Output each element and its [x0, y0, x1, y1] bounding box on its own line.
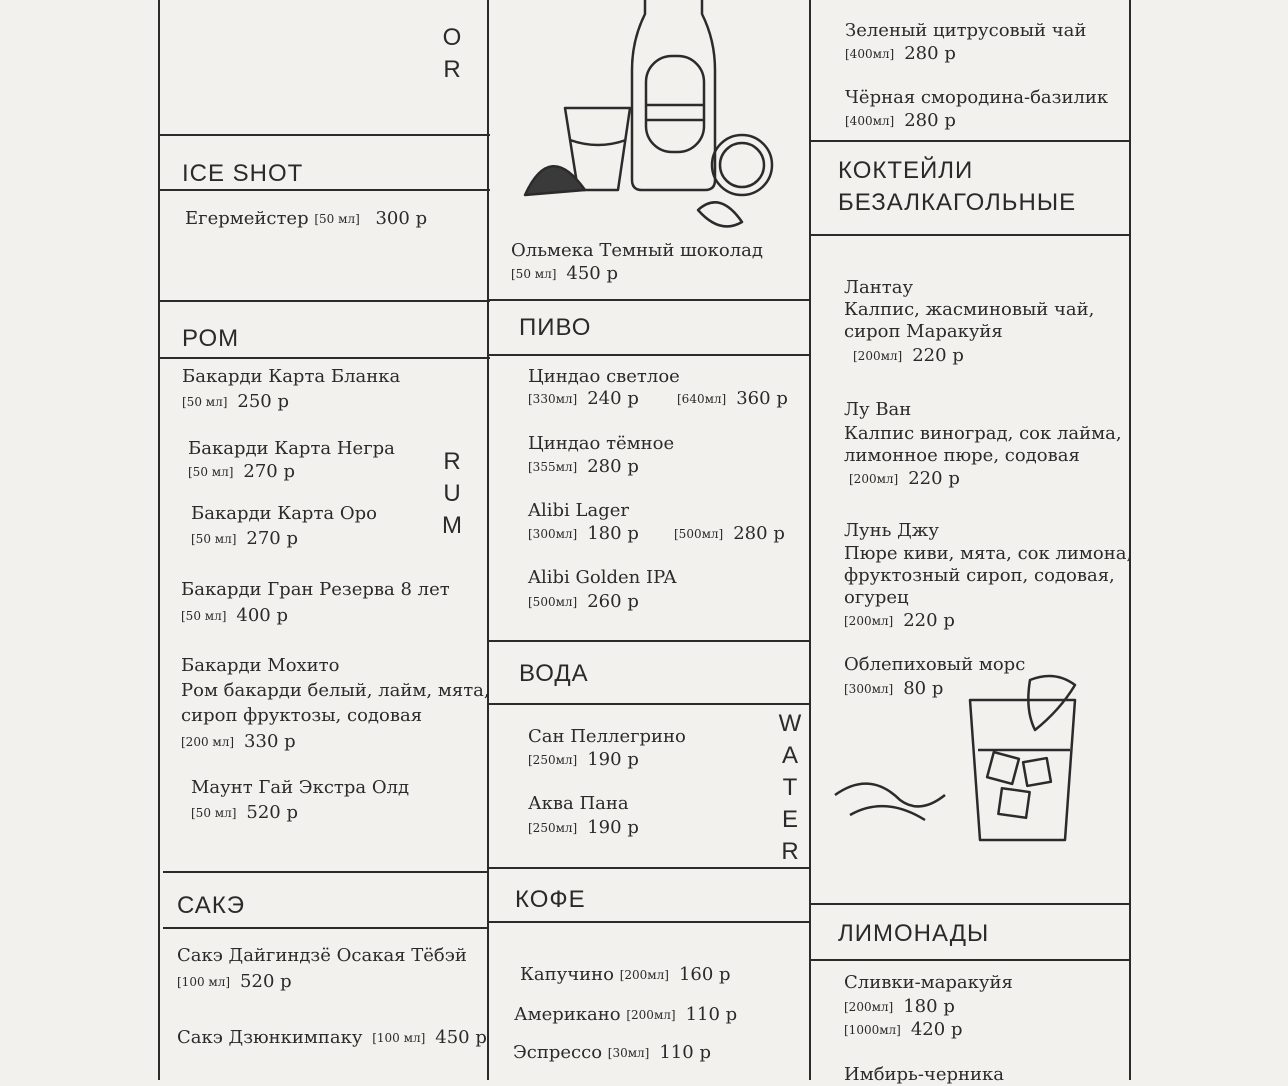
item-price: 160 р [678, 964, 731, 985]
item-price: 240 р [587, 388, 639, 409]
item-price-line [845, 110, 956, 132]
lemonades-heading: ЛИМОНАДЫ [838, 920, 990, 947]
item-price: 190 р [587, 749, 639, 770]
item-volume: [50 мл] [182, 395, 228, 409]
beer-heading: ПИВО [519, 314, 592, 341]
menu-item: Зеленый цитрусовый чай [845, 20, 1087, 41]
item-price-line [844, 996, 955, 1018]
item-volume: [330мл] [528, 392, 578, 406]
menu-item: Сакэ Дайгиндзё Осакая Тёбэй [177, 945, 467, 966]
item-description: сироп фруктозы, содовая [181, 705, 423, 726]
item-volume: [200мл] [844, 1000, 894, 1014]
item-price: 280 р [904, 43, 956, 64]
item-price: 180 р [903, 996, 955, 1017]
ice-shot-heading: ICE SHOT [182, 160, 304, 187]
item-volume: [250мл] [528, 821, 578, 835]
item-description: огурец [844, 587, 909, 608]
item-name: Американо [514, 1004, 621, 1025]
item-volume: [50 мл] [511, 267, 557, 281]
divider [158, 300, 490, 302]
item-volume: [30мл] [607, 1046, 650, 1060]
item-price-line [528, 388, 639, 410]
border-left [158, 0, 160, 1080]
item-price-line [182, 391, 289, 413]
item-description: фруктозный сироп, содовая, [844, 565, 1115, 586]
menu-item [177, 1027, 487, 1049]
item-price-line [528, 456, 639, 478]
liquor-vertical-label: O R [442, 24, 462, 83]
item-price-line [177, 971, 292, 993]
menu-item: Бакарди Гран Резерва 8 лет [181, 579, 450, 600]
menu-item [514, 1004, 737, 1026]
item-volume: [50 мл] [181, 609, 227, 623]
menu-item-jagermeister [185, 208, 427, 230]
menu-item: Сан Пеллегрино [528, 726, 686, 747]
item-volume: [500мл] [528, 595, 578, 609]
item-price-line [528, 817, 639, 839]
menu-item [520, 964, 731, 986]
item-price-line [181, 731, 296, 753]
item-price: 300 р [375, 208, 428, 229]
rum-vertical-label: R U M [442, 448, 462, 539]
menu-item: Alibi Lager [528, 500, 629, 521]
item-volume: [355мл] [528, 460, 578, 474]
item-price-line [191, 802, 298, 824]
item-price: 220 р [912, 345, 964, 366]
menu-item: Имбирь-черника [844, 1064, 1004, 1085]
menu-item: Бакарди Мохито [181, 655, 340, 676]
item-price: 330 р [244, 731, 296, 752]
border-col2-left [487, 0, 489, 1080]
menu-item: Сливки-маракуйя [844, 972, 1013, 993]
water-heading: ВОДА [519, 660, 589, 687]
sake-heading: САКЭ [177, 892, 246, 919]
glass-illustration [830, 670, 1090, 860]
divider [158, 134, 490, 136]
item-volume: [300мл] [844, 682, 894, 696]
item-volume: [400мл] [845, 47, 895, 61]
divider [489, 703, 811, 705]
item-volume: [200мл] [853, 349, 903, 363]
item-price: 110 р [685, 1004, 738, 1025]
item-name: Егермейстер [185, 208, 309, 229]
divider [811, 903, 1131, 905]
menu-item: Бакарди Карта Негра [188, 438, 395, 459]
divider [489, 299, 811, 301]
item-volume: [200 мл] [181, 735, 235, 749]
item-price-line [845, 43, 956, 65]
item-name: Эспрессо [513, 1042, 603, 1063]
item-price: 220 р [903, 610, 955, 631]
item-price: 220 р [908, 468, 960, 489]
item-volume: [200мл] [849, 472, 899, 486]
item-price-line [844, 1019, 962, 1041]
item-volume: [100 мл] [372, 1031, 426, 1045]
item-volume: [100 мл] [177, 975, 231, 989]
bottle-illustration [510, 0, 790, 240]
item-price-line [674, 523, 785, 545]
border-right [1129, 0, 1131, 1080]
item-volume: [50 мл] [314, 212, 360, 226]
menu-item: Бакарди Карта Оро [191, 503, 377, 524]
item-volume: [500мл] [674, 527, 724, 541]
item-description: Калпис, жасминовый чай, [844, 299, 1095, 320]
menu-item: Циндао светлое [528, 366, 680, 387]
item-volume: [300мл] [528, 527, 578, 541]
item-price: 270 р [243, 461, 296, 482]
item-volume: [50 мл] [191, 806, 237, 820]
item-price: 250 р [237, 391, 290, 412]
menu-item: Циндао тёмное [528, 433, 675, 454]
divider [811, 140, 1131, 142]
item-price: 280 р [587, 456, 639, 477]
border-col2-right [809, 0, 811, 1080]
item-volume: [50 мл] [188, 465, 234, 479]
menu-item: Маунт Гай Экстра Олд [191, 777, 410, 798]
divider [163, 927, 488, 929]
item-name: Сакэ Дзюнкимпаку [177, 1027, 363, 1048]
menu-item-olmeca: Ольмека Темный шоколад [511, 240, 763, 261]
menu-item: Облепиховый морс [844, 654, 1026, 675]
item-volume: [200мл] [844, 614, 894, 628]
item-price: 280 р [733, 523, 785, 544]
menu-item: Лунь Джу [844, 520, 939, 541]
item-price: 80 р [903, 678, 944, 699]
item-price: 520 р [246, 802, 299, 823]
item-price-line [191, 528, 298, 550]
item-price: 450 р [566, 263, 619, 284]
divider [489, 354, 811, 356]
item-description: лимонное пюре, содовая [844, 445, 1080, 466]
water-vertical-label: W A T E R [778, 710, 802, 865]
item-name: Капучино [520, 964, 614, 985]
item-price-line [188, 461, 295, 483]
item-price: 450 р [435, 1027, 487, 1048]
item-description: Пюре киви, мята, сок лимона, [844, 543, 1133, 564]
item-price-line [511, 263, 618, 285]
item-price: 270 р [246, 528, 299, 549]
item-price: 280 р [904, 110, 956, 131]
divider [489, 867, 811, 869]
menu-item: Лантау [844, 277, 914, 298]
menu-item: Бакарди Карта Бланка [182, 366, 401, 387]
item-volume: [50 мл] [191, 532, 237, 546]
mocktails-heading-line2: БЕЗАЛКАГОЛЬНЫЕ [838, 189, 1077, 216]
item-price-line [528, 749, 639, 771]
divider [489, 921, 811, 923]
menu-item: Аква Пана [528, 793, 629, 814]
menu-item: Лу Ван [844, 399, 912, 420]
item-price: 190 р [587, 817, 639, 838]
item-price-line [844, 610, 955, 632]
mocktails-heading: КОКТЕЙЛИ [838, 157, 974, 184]
rum-heading: РОМ [182, 325, 240, 352]
item-price-line [181, 605, 288, 627]
item-description: Калпис виноград, сок лайма, [844, 423, 1122, 444]
item-price-line [853, 345, 964, 367]
item-volume: [640мл] [677, 392, 727, 406]
item-price: 260 р [587, 591, 639, 612]
item-price: 110 р [659, 1042, 711, 1063]
menu-item: Чёрная смородина-базилик [845, 87, 1109, 108]
item-price-line [677, 388, 788, 410]
divider [489, 640, 811, 642]
divider [811, 959, 1131, 961]
divider [811, 234, 1131, 236]
item-price: 420 р [910, 1019, 963, 1040]
item-volume: [1000мл] [844, 1023, 901, 1037]
menu-item: Alibi Golden IPA [528, 567, 677, 588]
item-price: 180 р [587, 523, 639, 544]
coffee-heading: КОФЕ [515, 886, 586, 913]
divider [163, 871, 488, 873]
item-price-line [528, 523, 639, 545]
item-description: сироп Маракуйя [844, 321, 1003, 342]
item-price-line [528, 591, 639, 613]
item-volume: [250мл] [528, 753, 578, 767]
divider [158, 357, 490, 359]
item-description: Ром бакарди белый, лайм, мята, [181, 680, 490, 701]
item-volume: [200мл] [626, 1008, 676, 1022]
item-price: 520 р [240, 971, 292, 992]
item-volume: [200мл] [619, 968, 669, 982]
menu-item [513, 1042, 711, 1064]
item-volume: [400мл] [845, 114, 895, 128]
divider [158, 189, 490, 191]
item-price: 400 р [236, 605, 289, 626]
item-price: 360 р [736, 388, 788, 409]
item-price-line [849, 468, 960, 490]
